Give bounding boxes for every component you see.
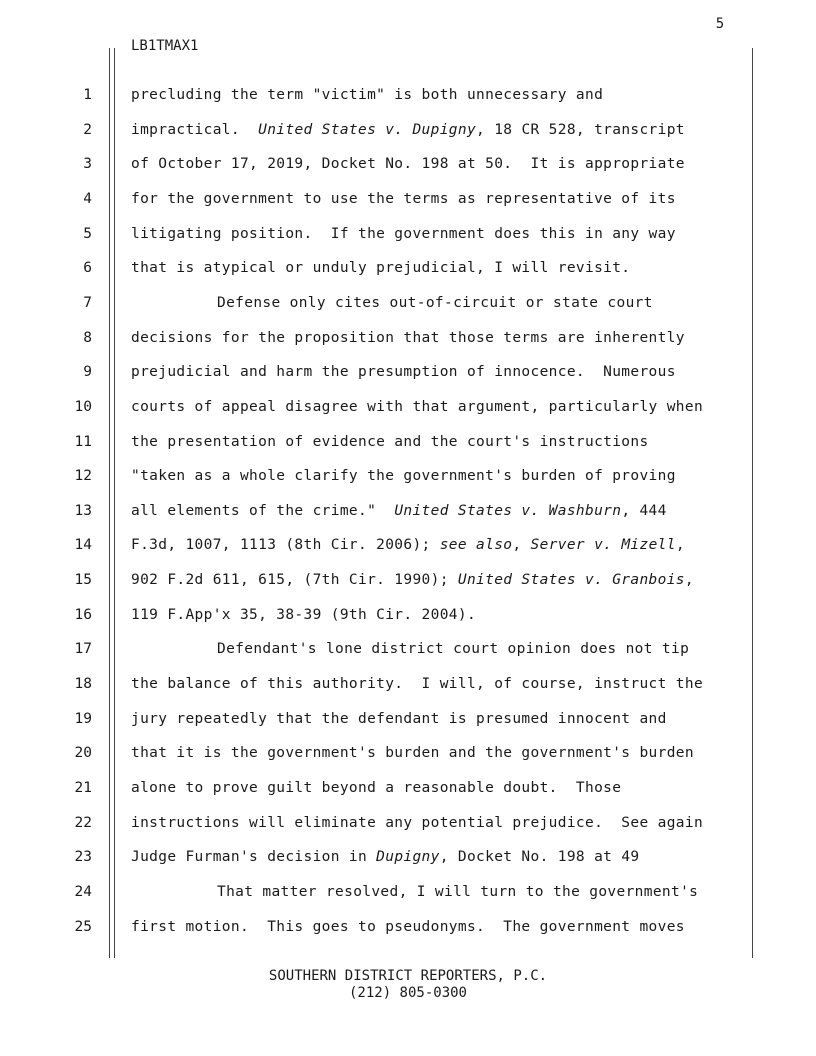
transcript-line <box>131 917 685 937</box>
line-number: 14 <box>74 537 92 553</box>
transcript-line <box>131 605 476 625</box>
line-number: 19 <box>74 711 92 727</box>
line-text: alone to prove guilt beyond a reasonable doubt. Those <box>131 780 622 796</box>
right-margin-rule <box>752 48 753 958</box>
line-text: the balance of this authority. I will, of course, instruct the <box>131 676 704 692</box>
footer-phone: (212) 805-0300 <box>348 985 467 1001</box>
transcript-line <box>131 743 694 763</box>
line-text: instructions will eliminate any potential prejudice. See again <box>131 815 704 831</box>
transcript-line <box>131 224 676 244</box>
transcript-line <box>217 293 653 313</box>
line-number: 1 <box>83 87 92 103</box>
line-text: , <box>684 572 694 588</box>
line-number: 7 <box>83 295 92 311</box>
line-number: 22 <box>74 815 92 831</box>
line-text: litigating position. If the government does this in any way <box>131 226 676 242</box>
transcript-line <box>217 639 689 659</box>
transcript-line <box>131 535 685 555</box>
transcript-line <box>131 501 667 521</box>
line-number: 8 <box>83 330 92 346</box>
case-citation: see also <box>439 537 513 553</box>
transcript-line <box>131 847 639 867</box>
line-number: 9 <box>83 364 92 380</box>
line-number: 23 <box>74 849 92 865</box>
line-number: 12 <box>74 468 92 484</box>
line-number: 24 <box>74 884 92 900</box>
transcript-line <box>131 813 703 833</box>
case-citation: Server v. Mizell <box>530 537 676 553</box>
line-text: prejudicial and harm the presumption of innocence. Numerous <box>131 364 676 380</box>
transcript-line <box>131 154 685 174</box>
transcript-line <box>131 709 667 729</box>
transcript-line <box>131 85 603 105</box>
left-margin-rule-outer <box>109 48 110 958</box>
transcript-header-code: LB1TMAX1 <box>131 38 199 54</box>
transcript-line <box>131 432 649 452</box>
line-text: , 18 CR 528, transcript <box>476 122 685 138</box>
line-number: 20 <box>74 745 92 761</box>
footer-reporter-name: SOUTHERN DISTRICT REPORTERS, P.C. <box>268 968 548 984</box>
line-number: 5 <box>83 226 92 242</box>
line-text: first motion. This goes to pseudonyms. The government moves <box>131 919 685 935</box>
line-number: 15 <box>74 572 92 588</box>
line-number: 17 <box>74 641 92 657</box>
line-number: 18 <box>74 676 92 692</box>
line-text: , <box>675 537 685 553</box>
line-text: 119 F.App'x 35, 38-39 (9th Cir. 2004). <box>131 607 477 623</box>
line-number: 6 <box>83 260 92 276</box>
transcript-line <box>131 674 703 694</box>
transcript-line <box>131 120 685 140</box>
case-citation: Dupigny <box>376 849 440 865</box>
line-number: 11 <box>74 434 92 450</box>
transcript-line <box>217 882 698 902</box>
line-number: 13 <box>74 503 92 519</box>
line-number: 25 <box>74 919 92 935</box>
line-text: decisions for the proposition that those terms are inherently <box>131 330 685 346</box>
line-text: of October 17, 2019, Docket No. 198 at 50. It is appropriate <box>131 156 685 172</box>
transcript-line <box>131 258 630 278</box>
line-text: that it is the government's burden and the government's burden <box>131 745 694 761</box>
line-text: Judge Furman's decision in <box>131 849 377 865</box>
line-text: Defense only cites out-of-circuit or state court <box>217 295 653 311</box>
line-number: 3 <box>83 156 92 172</box>
line-number: 10 <box>74 399 92 415</box>
line-text: courts of appeal disagree with that argument, particularly when <box>131 399 704 415</box>
line-text: impractical. <box>131 122 259 138</box>
line-text: the presentation of evidence and the court's instructions <box>131 434 649 450</box>
case-citation: United States v. Dupigny <box>258 122 477 138</box>
transcript-line <box>131 397 703 417</box>
line-text: that is atypical or unduly prejudicial, I will revisit. <box>131 260 631 276</box>
transcript-line <box>131 570 694 590</box>
line-text: , <box>512 537 531 553</box>
line-text: That matter resolved, I will turn to the government's <box>217 884 699 900</box>
line-text: , 444 <box>621 503 667 519</box>
transcript-line <box>131 328 685 348</box>
line-text: "taken as a whole clarify the government's burden of proving <box>131 468 676 484</box>
line-number: 16 <box>74 607 92 623</box>
line-text: all elements of the crime." <box>131 503 395 519</box>
case-citation: United States v. Granbois <box>457 572 685 588</box>
line-text: precluding the term "victim" is both unnecessary and <box>131 87 604 103</box>
transcript-line <box>131 189 676 209</box>
transcript-line <box>131 466 676 486</box>
case-citation: United States v. Washburn <box>394 503 622 519</box>
line-text: Defendant's lone district court opinion does not tip <box>217 641 690 657</box>
line-text: 902 F.2d 611, 615, (7th Cir. 1990); <box>131 572 458 588</box>
transcript-line <box>131 362 676 382</box>
page-number: 5 <box>715 16 725 32</box>
line-text: for the government to use the terms as representative of its <box>131 191 676 207</box>
transcript-line <box>131 778 621 798</box>
line-number: 2 <box>83 122 92 138</box>
footer <box>0 968 816 1002</box>
line-number: 21 <box>74 780 92 796</box>
line-text: , Docket No. 198 at 49 <box>439 849 640 865</box>
line-number: 4 <box>83 191 92 207</box>
left-margin-rule-inner <box>114 48 115 958</box>
line-text: F.3d, 1007, 1113 (8th Cir. 2006); <box>131 537 440 553</box>
line-text: jury repeatedly that the defendant is presumed innocent and <box>131 711 667 727</box>
